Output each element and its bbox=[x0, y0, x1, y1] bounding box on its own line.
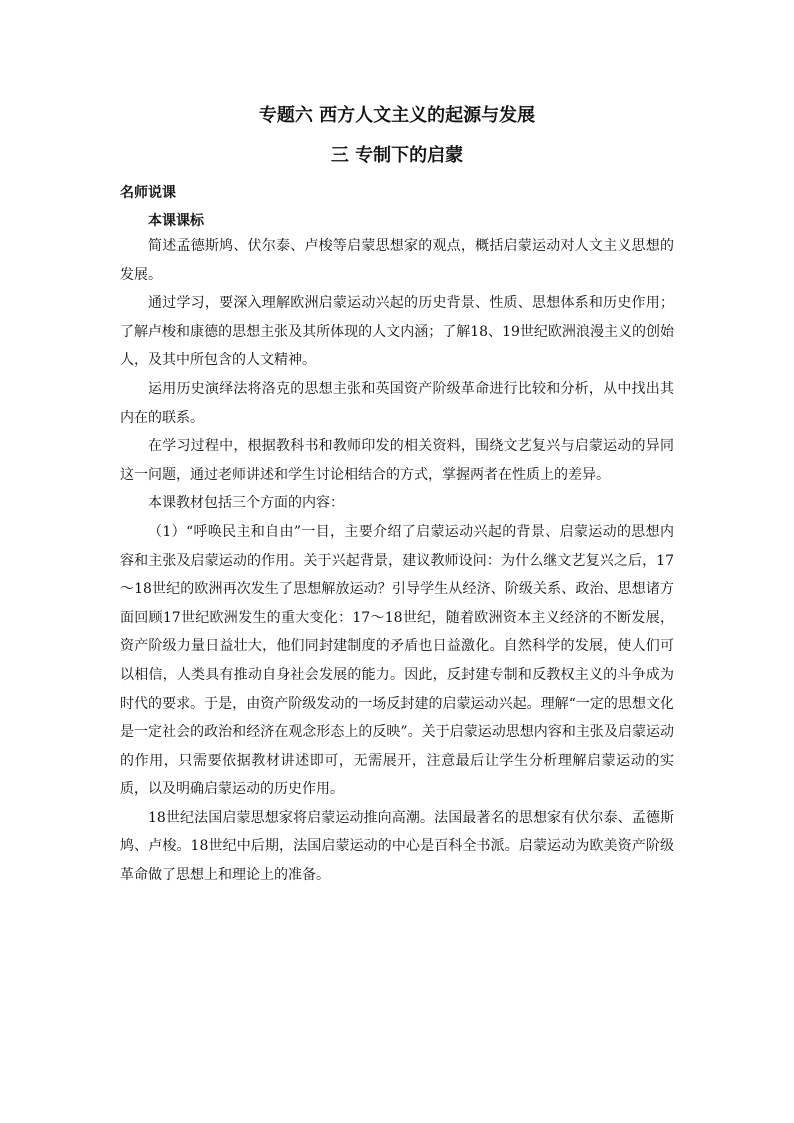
section-heading: 名师说课 bbox=[120, 185, 176, 201]
paragraph-7: 18世纪法国启蒙思想家将启蒙运动推向高潮。法国最著名的思想家有伏尔泰、孟德斯鸠、卢梭。18世纪中后期，法国启蒙运动的中心是百科全书派。启蒙运动为欧美资产阶级革命做了思想上和理论上的准备。 bbox=[120, 809, 674, 884]
paragraph-2: 通过学习，要深入理解欧洲启蒙运动兴起的历史背景、性质、思想体系和历史作用；了解卢梭和康德的思想主张及其所体现的人文内涵；了解18、19世纪欧洲浪漫主义的创始人，及其中所包含的人文精神。 bbox=[120, 295, 674, 369]
paragraph-3: 运用历史演绎法将洛克的思想主张和英国资产阶级革命进行比较和分析，从中找出其内在的联系。 bbox=[120, 380, 674, 426]
paragraph-4: 在学习过程中，根据教科书和教师印发的相关资料，围绕文艺复兴与启蒙运动的异同这一问题，通过老师讲述和学生讨论相结合的方式，掌握两者在性质上的差异。 bbox=[120, 438, 674, 483]
lesson-title: 三 专制下的启蒙 bbox=[330, 145, 464, 166]
subsection-heading: 本课课标 bbox=[148, 213, 204, 229]
body-text bbox=[120, 232, 674, 890]
document-title: 专题六 西方人文主义的起源与发展 bbox=[258, 105, 536, 126]
paragraph-1: 简述孟德斯鸠、伏尔泰、卢梭等启蒙思想家的观点，概括启蒙运动对人文主义思想的发展。 bbox=[120, 238, 674, 283]
paragraph-6: （1）“呼唤民主和自由”一目，主要介绍了启蒙运动兴起的背景、启蒙运动的思想内容和主张及启蒙运动的作用。关于兴起背景，建议教师设问：为什么继文艺复兴之后，17～18世纪的欧洲再次发生了思想解放运动？引导学生从经济、阶级关系、政治、思想诸方面回顾17世纪欧洲发生的重大变化：17～18世纪，随着欧洲资本主义经济的不断发展，资产阶级力量日益壮大，他们同封建制度的矛盾也日益激化。自然科学的发展，使人们可以相信，人类具有推动自身社会发展的能力。因此，反封建专制和反教权主义的斗争成为时代的要求。于是，由资产阶级发动的一场反封建的启蒙运动兴起。理解“一定的思想文化是一定社会的政治和经济在观念形态上的反映”。关于启蒙运动思想内容和主张及启蒙运动的作用，只需要依据教材讲述即可，无需展开，注意最后让学生分析理解启蒙运动的实质，以及明确启蒙运动的历史作用。 bbox=[120, 523, 674, 798]
paragraph-5: 本课教材包括三个方面的内容： bbox=[148, 495, 344, 512]
